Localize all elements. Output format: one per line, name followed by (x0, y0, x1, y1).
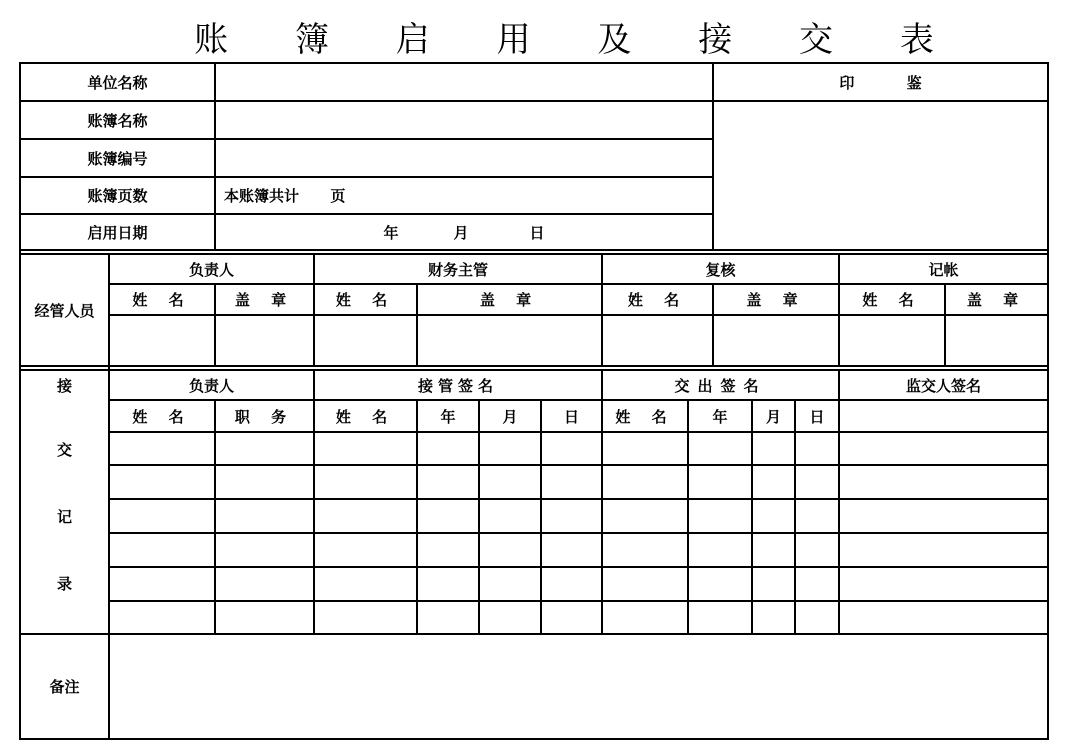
month-label: 月 (453, 223, 469, 242)
col-divider (214, 64, 216, 251)
month-header: 月 (765, 407, 781, 426)
role-bookkeeper: 记帐 (928, 260, 959, 279)
name-header: 姓 名 (627, 291, 688, 309)
col-divider (214, 399, 216, 635)
section-divider (21, 249, 1047, 251)
day-header: 日 (563, 407, 579, 426)
supervisor-signature-header: 监交人签名 (905, 376, 981, 395)
col-divider (416, 399, 418, 635)
row-divider (109, 314, 1047, 316)
unit-name-label: 单位名称 (87, 73, 148, 92)
day-label: 日 (529, 223, 545, 242)
handover-label-char: 记 (56, 507, 72, 526)
col-divider (540, 399, 542, 635)
book-name-label: 账簿名称 (87, 111, 148, 130)
start-date-label: 启用日期 (87, 223, 148, 242)
row-divider (109, 566, 1047, 568)
row-divider (109, 498, 1047, 500)
seal-header: 盖 章 (746, 291, 806, 309)
position-header: 职 务 (234, 407, 295, 426)
role-responsible: 负责人 (188, 260, 234, 279)
section-divider (21, 365, 1047, 367)
col-divider (751, 399, 753, 635)
year-header: 年 (712, 407, 728, 426)
role-finance-manager: 财务主管 (427, 260, 488, 279)
handover-label-char: 交 (56, 440, 72, 459)
seal-header: 盖 章 (966, 291, 1027, 309)
seal-label: 印 鉴 (839, 73, 922, 92)
remarks-label: 备注 (49, 678, 80, 696)
row-divider (109, 532, 1047, 534)
row-divider (109, 464, 1047, 466)
col-divider (108, 253, 110, 738)
col-divider (478, 399, 480, 635)
year-label: 年 (383, 223, 399, 242)
seal-header: 盖 章 (234, 291, 295, 309)
book-number-label: 账簿编号 (87, 149, 148, 168)
role-reviewer: 复核 (705, 260, 736, 279)
row-divider (109, 431, 1047, 433)
name-header: 姓 名 (862, 291, 922, 309)
col-divider (838, 369, 840, 635)
section-divider (21, 633, 1047, 635)
seal-header: 盖 章 (479, 291, 540, 309)
name-header: 姓 名 (132, 291, 192, 309)
name-header: 姓 名 (615, 407, 675, 426)
handover-responsible-header: 负责人 (188, 376, 234, 395)
month-header: 月 (502, 407, 518, 426)
page-count-label: 账簿页数 (87, 187, 148, 205)
handout-signature-header: 交出签名 (674, 376, 767, 395)
page-title: 账 簿 启 用 及 接 交 表 (194, 20, 962, 60)
year-header: 年 (440, 407, 456, 426)
staff-section-label: 经管人员 (34, 301, 95, 320)
row-divider (109, 600, 1047, 602)
name-header: 姓 名 (132, 407, 192, 426)
col-divider (687, 399, 689, 635)
col-divider (794, 399, 796, 635)
handover-label-char: 录 (56, 574, 72, 593)
handover-label-char: 接 (56, 376, 72, 395)
day-header: 日 (809, 407, 825, 426)
page-count-text: 本账簿共计 页 (224, 187, 346, 205)
name-header: 姓 名 (335, 291, 396, 309)
name-header: 姓 名 (335, 407, 396, 426)
takeover-signature-header: 接管签名 (417, 376, 498, 395)
